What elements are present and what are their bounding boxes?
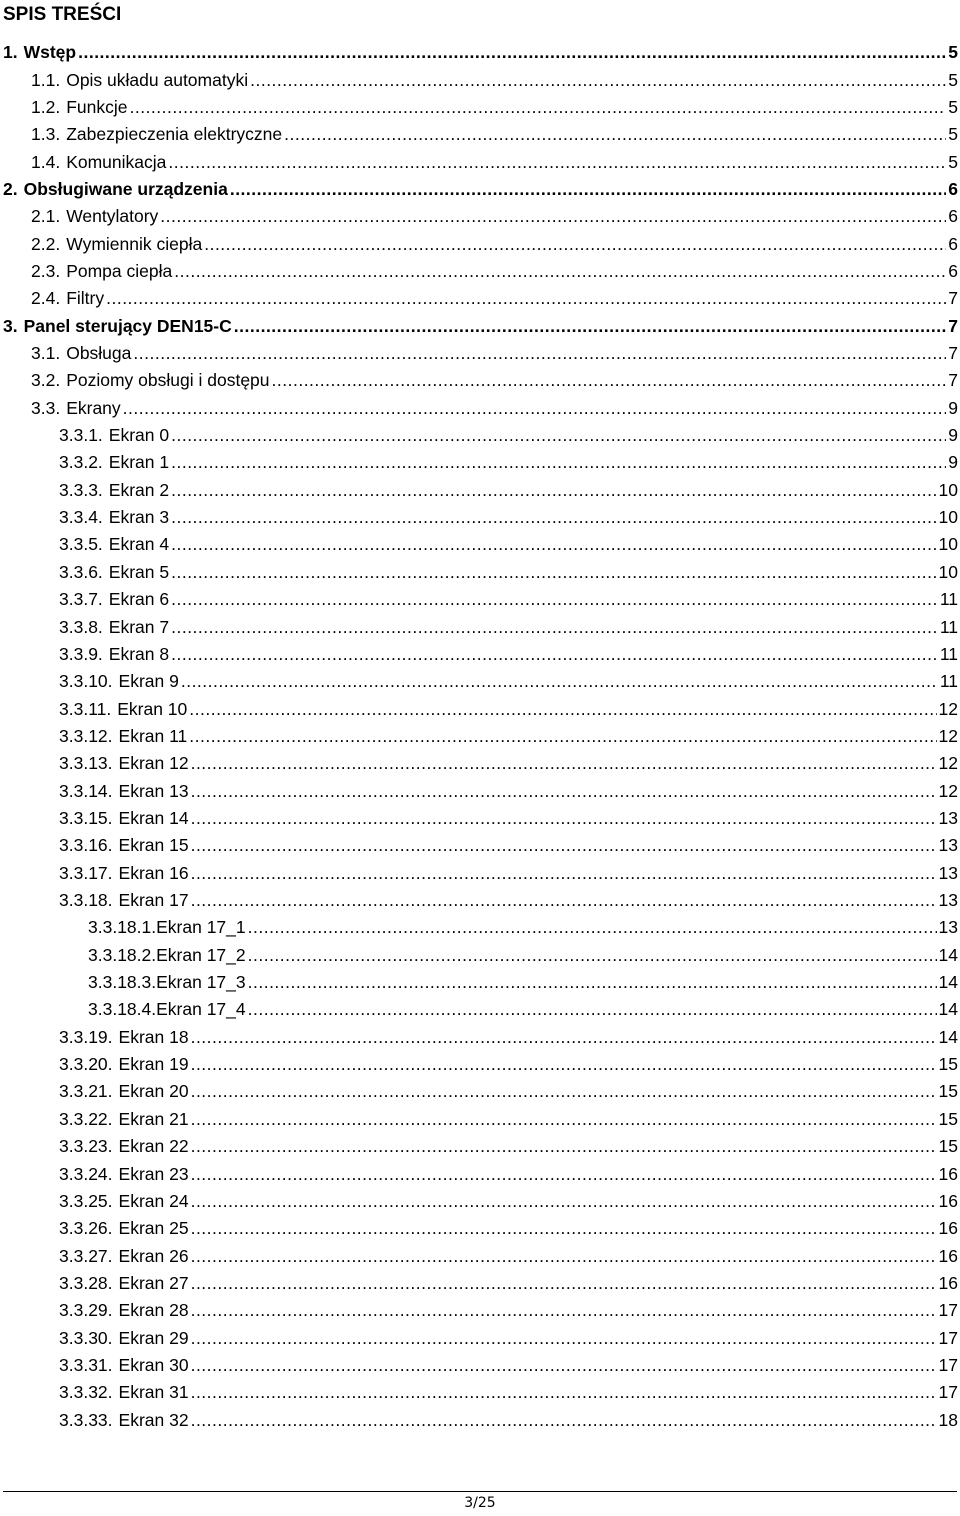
toc-entry-page: 18 <box>938 1409 958 1430</box>
toc-entry-page: 10 <box>938 561 958 582</box>
toc-entry-page: 9 <box>948 452 958 473</box>
toc-entry[interactable] <box>59 723 958 750</box>
toc-entry[interactable] <box>3 176 958 203</box>
toc-entry[interactable] <box>59 531 958 558</box>
toc-entry[interactable] <box>59 668 958 695</box>
toc-entry-page: 13 <box>938 890 958 911</box>
toc-entry-page: 11 <box>939 616 958 637</box>
toc-entry-number: 3.3.9. <box>59 643 103 664</box>
page-number: 3/25 <box>464 1495 496 1511</box>
toc-entry-title: Ekran 12 <box>118 753 189 774</box>
toc-entry-number: 3.3.19. <box>59 1026 113 1047</box>
toc-entry-title: Ekran 24 <box>118 1190 189 1211</box>
toc-entry[interactable] <box>31 230 958 257</box>
dot-leader <box>189 699 936 720</box>
toc-entry-title: Ekran 20 <box>118 1081 189 1102</box>
toc-entry[interactable] <box>59 887 958 914</box>
toc-entry-title: Ekran 5 <box>108 561 170 582</box>
toc-entry[interactable] <box>59 1106 958 1133</box>
toc-entry-number: 3.3.7. <box>59 589 103 610</box>
dot-leader <box>171 534 936 555</box>
toc-entry-page: 16 <box>938 1218 958 1239</box>
toc-entry-number: 3.3.18.1 <box>88 917 152 938</box>
toc-entry-number: 2.3. <box>31 260 61 281</box>
toc-entry[interactable] <box>59 1297 958 1324</box>
toc-entry-number: 2.4. <box>31 288 61 309</box>
toc-entry[interactable] <box>59 504 958 531</box>
toc-entry-number: 3.3.17. <box>59 862 113 883</box>
toc-entry-title: Poziomy obsługi i dostępu <box>66 370 270 391</box>
toc-entry-title: Ekran 21 <box>118 1108 189 1129</box>
toc-entry-title: Ekran 0 <box>108 425 170 446</box>
toc-entry-title: Ekran 23 <box>118 1163 189 1184</box>
toc-entry-number: 3.3.31. <box>59 1354 113 1375</box>
toc-entry-page: 10 <box>938 534 958 555</box>
toc-entry-number: 3.3.24. <box>59 1163 113 1184</box>
dot-leader <box>272 370 947 391</box>
toc-entry-page: 14 <box>938 1026 958 1047</box>
dot-leader <box>191 1136 937 1157</box>
toc-entry-number: 3.3.11. <box>59 698 112 719</box>
toc-entry[interactable] <box>59 1242 958 1269</box>
toc-entry-page: 12 <box>938 698 958 719</box>
dot-leader <box>250 70 946 91</box>
toc-entry-number: 3.3.29. <box>59 1300 113 1321</box>
toc-entry-page: 5 <box>948 96 958 117</box>
dot-leader <box>191 863 937 884</box>
toc-entry-title: Ekran 13 <box>118 780 189 801</box>
toc-entry-title: Ekran 9 <box>118 671 179 692</box>
toc-entry[interactable] <box>59 641 958 668</box>
toc-entry-number: 3.3.8. <box>59 616 103 637</box>
toc-entry[interactable] <box>59 1215 958 1242</box>
dot-leader <box>248 972 937 993</box>
dot-leader <box>191 808 937 829</box>
toc-entry[interactable] <box>59 1188 958 1215</box>
toc-entry[interactable] <box>88 996 958 1023</box>
toc-entry[interactable] <box>3 313 958 340</box>
toc-entry-page: 5 <box>948 151 958 172</box>
toc-entry-title: .Ekran 17_4 <box>151 999 246 1020</box>
toc-entry-number: 3.3.18.2 <box>88 944 152 965</box>
toc-entry-title: Zabezpieczenia elektryczne <box>66 124 283 145</box>
toc-entry-page: 10 <box>938 507 958 528</box>
dot-leader <box>234 316 947 337</box>
dot-leader <box>230 179 946 200</box>
toc-entry-title: Komunikacja <box>66 151 167 172</box>
toc-entry-page: 7 <box>948 370 958 391</box>
toc-entry-page: 17 <box>938 1354 958 1375</box>
dot-leader <box>191 835 937 856</box>
toc-entry-number: 3.3.18.3 <box>88 972 152 993</box>
toc-entry-title: Ekran 26 <box>118 1245 189 1266</box>
dot-leader <box>181 671 938 692</box>
toc-entry-number: 3.3.3. <box>59 479 103 500</box>
toc-entry-title: Obsługiwane urządzenia <box>23 178 228 199</box>
dot-leader <box>191 1218 937 1239</box>
toc-entry-title: .Ekran 17_2 <box>151 944 246 965</box>
toc-entry-page: 17 <box>938 1382 958 1403</box>
toc-entry[interactable] <box>59 1379 958 1406</box>
toc-entry-page: 14 <box>938 972 958 993</box>
toc-entry[interactable] <box>59 1324 958 1351</box>
toc-entry-page: 12 <box>938 780 958 801</box>
toc-entry[interactable] <box>59 586 958 613</box>
toc-entry-page: 16 <box>938 1163 958 1184</box>
toc-entry-title: Ekran 27 <box>118 1272 189 1293</box>
toc-entry-title: Panel sterujący DEN15-C <box>23 315 232 336</box>
toc-entry-number: 3.2. <box>31 370 61 391</box>
toc-entry-number: 3.3.26. <box>59 1218 113 1239</box>
toc-entry-number: 3.3.13. <box>59 753 113 774</box>
toc-entry-page: 9 <box>948 397 958 418</box>
dot-leader <box>191 1109 937 1130</box>
toc-entry[interactable] <box>31 121 958 148</box>
toc-entry[interactable] <box>88 914 958 941</box>
toc-entry-title: Ekran 4 <box>108 534 170 555</box>
toc-entry[interactable] <box>31 148 958 175</box>
toc-entry-title: Ekran 11 <box>118 725 188 746</box>
toc-entry-page: 11 <box>939 643 958 664</box>
dot-leader <box>191 1027 937 1048</box>
toc-entry[interactable] <box>59 1051 958 1078</box>
dot-leader <box>248 945 937 966</box>
toc-entry[interactable] <box>31 203 958 230</box>
toc-entry-title: Wymiennik ciepła <box>66 233 203 254</box>
toc-entry-title: Ekran 29 <box>118 1327 189 1348</box>
toc-entry-number: 3.3.12. <box>59 725 113 746</box>
dot-leader <box>171 644 938 665</box>
toc-entry-page: 10 <box>938 479 958 500</box>
toc-entry[interactable] <box>59 695 958 722</box>
toc-entry-title: Ekran 18 <box>118 1026 189 1047</box>
toc-entry-page: 15 <box>938 1136 958 1157</box>
dot-leader <box>191 1410 937 1431</box>
dot-leader <box>129 97 946 118</box>
toc-entry-title: Filtry <box>66 288 105 309</box>
toc-entry[interactable] <box>59 1078 958 1105</box>
toc-entry-page: 7 <box>948 315 958 336</box>
toc-entry[interactable] <box>59 750 958 777</box>
toc-entry-number: 3.3.15. <box>59 807 113 828</box>
toc-entry[interactable] <box>59 559 958 586</box>
toc-entry-page: 11 <box>939 589 958 610</box>
toc-entry-title: Ekran 1 <box>108 452 170 473</box>
toc-entry-page: 11 <box>939 671 958 692</box>
toc-entry-title: Ekran 16 <box>118 862 189 883</box>
toc-entry-page: 6 <box>948 206 958 227</box>
toc-entry[interactable] <box>59 422 958 449</box>
toc-entry[interactable] <box>59 1270 958 1297</box>
dot-leader <box>248 917 937 938</box>
toc-entry-page: 17 <box>938 1300 958 1321</box>
toc-entry-title: Ekran 28 <box>118 1300 189 1321</box>
toc-entry-page: 15 <box>938 1108 958 1129</box>
toc-entry-title: Ekran 14 <box>118 807 189 828</box>
toc-entry-title: Pompa ciepła <box>66 260 173 281</box>
toc-entry[interactable] <box>59 777 958 804</box>
toc-entry-number: 3.3.18. <box>59 890 113 911</box>
toc-entry-page: 13 <box>938 807 958 828</box>
dot-leader <box>123 398 947 419</box>
toc-entry[interactable] <box>31 340 958 367</box>
toc-entry-title: Opis układu automatyki <box>66 69 249 90</box>
dot-leader <box>191 1191 937 1212</box>
dot-leader <box>248 999 937 1020</box>
dot-leader <box>171 480 936 501</box>
toc-entry-title: Ekran 8 <box>108 643 170 664</box>
toc-entry-title: Ekran 3 <box>108 507 170 528</box>
toc-entry-title: Ekran 2 <box>108 479 170 500</box>
toc-entry-number: 3.3.6. <box>59 561 103 582</box>
toc-entry-page: 16 <box>938 1190 958 1211</box>
toc-entry[interactable] <box>59 832 958 859</box>
dot-leader <box>191 1300 937 1321</box>
toc-entry[interactable] <box>88 969 958 996</box>
toc-entry-number: 1.3. <box>31 124 61 145</box>
dot-leader <box>191 1164 937 1185</box>
toc-entry[interactable] <box>31 258 958 285</box>
dot-leader <box>171 562 936 583</box>
footer-divider <box>3 1491 957 1492</box>
toc-entry[interactable] <box>31 94 958 121</box>
toc-entry-number: 3.3.1. <box>59 425 103 446</box>
toc-entry-page: 13 <box>938 835 958 856</box>
toc-entry[interactable] <box>59 1160 958 1187</box>
toc-entry-number: 3.3.32. <box>59 1382 113 1403</box>
toc-entry-number: 3.3.14. <box>59 780 113 801</box>
toc-entry[interactable] <box>59 1352 958 1379</box>
toc-entry-number: 3.3.30. <box>59 1327 113 1348</box>
toc-entry-page: 14 <box>938 999 958 1020</box>
toc-entry[interactable] <box>59 477 958 504</box>
toc-entry-number: 3.3.25. <box>59 1190 113 1211</box>
toc-entry-page: 13 <box>938 917 958 938</box>
toc-entry-page: 12 <box>938 725 958 746</box>
toc-entry[interactable] <box>59 1407 958 1434</box>
toc-entry-page: 6 <box>948 233 958 254</box>
dot-leader <box>189 726 936 747</box>
toc-entry-page: 9 <box>948 425 958 446</box>
dot-leader <box>171 452 946 473</box>
toc-entry[interactable] <box>59 449 958 476</box>
toc-entry-title: Ekrany <box>66 397 121 418</box>
dot-leader <box>160 206 946 227</box>
toc-entry-title: Ekran 6 <box>108 589 170 610</box>
dot-leader <box>171 617 938 638</box>
toc-entry-number: 1. <box>3 42 18 63</box>
dot-leader <box>191 1328 937 1349</box>
toc-entry[interactable] <box>31 285 958 312</box>
toc-entry-page: 15 <box>938 1054 958 1075</box>
toc-entry-number: 2.1. <box>31 206 61 227</box>
dot-leader <box>171 507 936 528</box>
toc-entry-page: 17 <box>938 1327 958 1348</box>
toc-entry-page: 5 <box>948 124 958 145</box>
toc-entry-number: 1.2. <box>31 96 61 117</box>
dot-leader <box>284 124 946 145</box>
toc-entry-title: Ekran 19 <box>118 1054 189 1075</box>
dot-leader <box>191 1054 937 1075</box>
toc-entry-page: 7 <box>948 343 958 364</box>
dot-leader <box>171 589 938 610</box>
toc-entry-page: 16 <box>938 1245 958 1266</box>
dot-leader <box>191 1382 937 1403</box>
toc-entry-page: 14 <box>938 944 958 965</box>
toc-entry-page: 5 <box>948 42 958 63</box>
dot-leader <box>204 234 946 255</box>
toc-entry-title: Ekran 22 <box>118 1136 189 1157</box>
dot-leader <box>168 152 946 173</box>
toc-entry-title: Wstęp <box>23 42 77 63</box>
toc-entry-number: 2. <box>3 178 18 199</box>
dot-leader <box>191 1355 937 1376</box>
toc-entry[interactable] <box>3 39 958 66</box>
toc-entry-page: 12 <box>938 753 958 774</box>
dot-leader <box>191 1273 937 1294</box>
toc-entry-number: 3.3.20. <box>59 1054 113 1075</box>
toc-entry[interactable] <box>59 805 958 832</box>
toc-entry-title: Funkcje <box>66 96 128 117</box>
toc-entry-title: Ekran 15 <box>118 835 189 856</box>
toc-entry-number: 1.1. <box>31 69 61 90</box>
dot-leader <box>106 288 946 309</box>
toc-entry-page: 13 <box>938 862 958 883</box>
toc-entry-page: 15 <box>938 1081 958 1102</box>
dot-leader <box>78 42 946 63</box>
toc-entry-number: 3.3.10. <box>59 671 113 692</box>
toc-entry-page: 6 <box>948 178 958 199</box>
dot-leader <box>191 753 937 774</box>
toc-entry-page: 5 <box>948 69 958 90</box>
toc-entry-number: 3.3.16. <box>59 835 113 856</box>
page-title: SPIS TREŚCI <box>3 4 122 25</box>
toc-entry-title: .Ekran 17_1 <box>151 917 246 938</box>
toc-entry-title: Ekran 32 <box>118 1409 189 1430</box>
toc-entry-number: 3. <box>3 315 18 336</box>
toc-entry-number: 3.3.2. <box>59 452 103 473</box>
toc-entry-page: 6 <box>948 260 958 281</box>
toc-entry-title: Ekran 17 <box>118 890 189 911</box>
toc-entry-number: 3.3.28. <box>59 1272 113 1293</box>
toc-entry[interactable] <box>31 395 958 422</box>
dot-leader <box>174 261 946 282</box>
toc-entry-number: 3.3.5. <box>59 534 103 555</box>
toc-entry-number: 3.1. <box>31 343 61 364</box>
toc-entry-title: Ekran 7 <box>108 616 170 637</box>
dot-leader <box>191 781 937 802</box>
dot-leader <box>171 425 946 446</box>
toc-entry[interactable] <box>59 860 958 887</box>
toc-entry-title: Obsługa <box>66 343 132 364</box>
toc-entry-title: Ekran 31 <box>118 1382 189 1403</box>
toc-entry-number: 1.4. <box>31 151 61 172</box>
toc-entry-number: 3.3.27. <box>59 1245 113 1266</box>
toc-entry-title: .Ekran 17_3 <box>151 972 246 993</box>
toc-entry-number: 3.3.4. <box>59 507 103 528</box>
toc-entry[interactable] <box>31 66 958 93</box>
toc-entry-page: 16 <box>938 1272 958 1293</box>
toc-entry-number: 3.3.23. <box>59 1136 113 1157</box>
toc-entry[interactable] <box>59 613 958 640</box>
dot-leader <box>191 890 937 911</box>
toc-entry-number: 3.3.21. <box>59 1081 113 1102</box>
dot-leader <box>191 1081 937 1102</box>
toc-entry-number: 2.2. <box>31 233 61 254</box>
toc-entry-number: 3.3. <box>31 397 61 418</box>
toc-entry-number: 3.3.22. <box>59 1108 113 1129</box>
toc-entry-number: 3.3.18.4 <box>88 999 152 1020</box>
dot-leader <box>191 1246 937 1267</box>
toc-entry-number: 3.3.33. <box>59 1409 113 1430</box>
toc-entry[interactable] <box>31 367 958 394</box>
toc-entry-title: Ekran 10 <box>117 698 188 719</box>
toc-entry-page: 7 <box>948 288 958 309</box>
toc-entry[interactable] <box>88 942 958 969</box>
toc-entry-title: Ekran 30 <box>118 1354 189 1375</box>
dot-leader <box>133 343 946 364</box>
toc-entry[interactable] <box>59 1024 958 1051</box>
toc-entry-title: Wentylatory <box>66 206 159 227</box>
toc-entry[interactable] <box>59 1133 958 1160</box>
toc-entry-title: Ekran 25 <box>118 1218 189 1239</box>
